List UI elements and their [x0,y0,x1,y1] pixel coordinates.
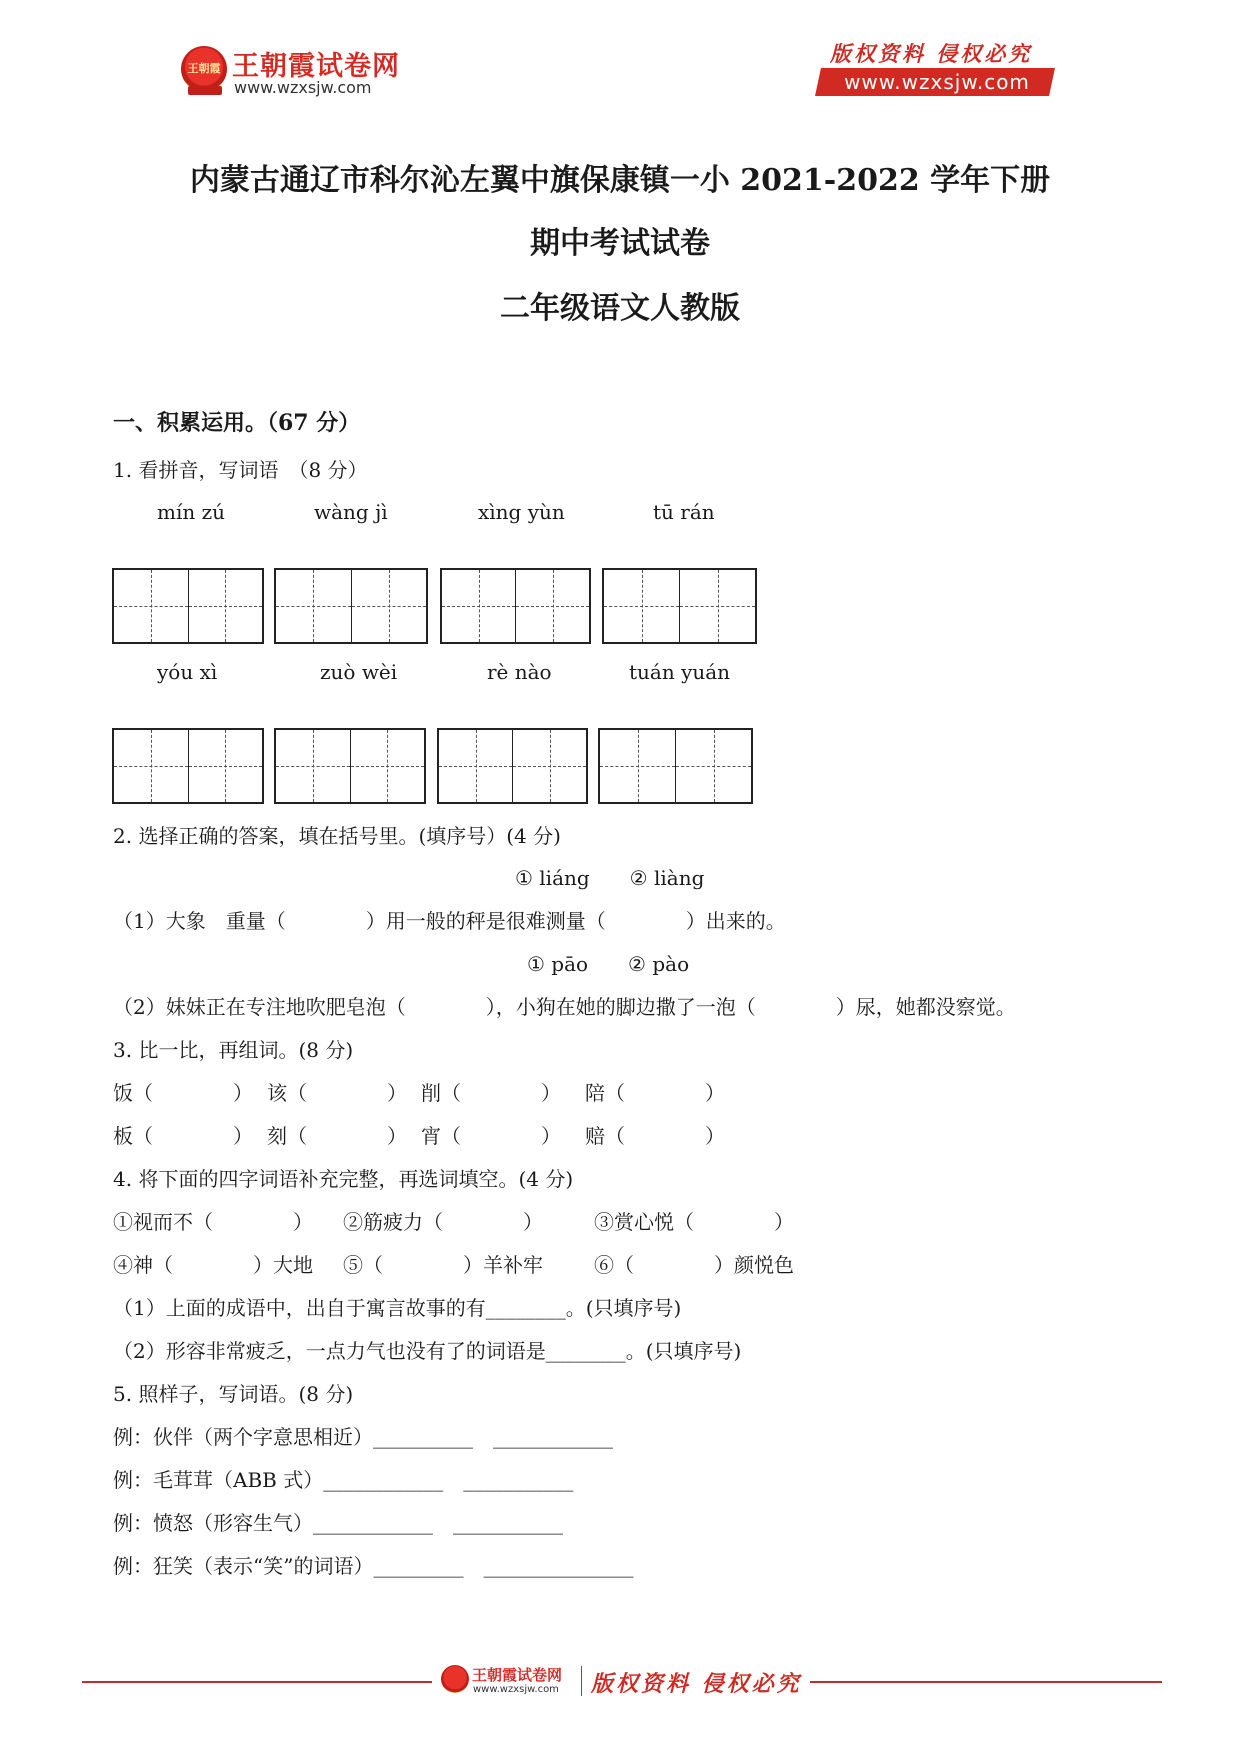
writing-grid[interactable] [598,728,753,804]
footer-logo-badge [441,1665,469,1693]
idiom-item: ③赏心悦（ ） [594,1210,794,1234]
question-4-prompt: 4. 将下面的四字词语补充完整，再选词填空。(4 分) [113,1167,574,1191]
question-3-prompt: 3. 比一比，再组词。(8 分) [113,1038,354,1062]
footer-line-right [810,1681,1162,1683]
question-2-options-2: ① pāo ② pào [527,952,690,976]
question-1-prompt: 1. 看拼音，写词语 （8 分） [113,458,368,482]
writing-grid[interactable] [602,568,757,644]
compare-item: 宵（ ） [421,1124,561,1148]
question-2-item-2: （2）妹妹正在专注地吹肥皂泡（ ），小狗在她的脚边撒了一泡（ ）尿，她都没察觉。 [113,995,1016,1019]
compare-item: 削（ ） [421,1081,561,1105]
pinyin: tū rán [653,500,715,524]
compare-item: 饭（ ） [113,1081,253,1105]
footer-copyright: 版权资料 侵权必究 [591,1671,802,1697]
pinyin: tuán yuán [629,660,731,684]
section-heading: 一、积累运用。（67 分） [113,410,361,436]
idiom-item: ②筋疲力（ ） [343,1210,543,1234]
header-copyright: 版权资料 侵权必究 [830,41,1033,66]
writing-grid[interactable] [440,568,591,644]
question-2-options-1: ① liáng ② liàng [515,866,705,890]
pinyin: zuò wèi [320,660,398,684]
exam-title-line2: 期中考试试卷 [530,226,710,261]
idiom-item: ⑤（ ）羊补牢 [343,1253,543,1277]
writing-grid[interactable] [437,728,588,804]
footer-line-left [82,1681,432,1683]
exam-title-line3: 二年级语文人教版 [500,291,740,326]
writing-grid[interactable] [274,568,428,644]
writing-grid[interactable] [112,728,264,804]
question-5-prompt: 5. 照样子，写词语。(8 分) [113,1382,354,1406]
writing-grid[interactable] [112,568,264,644]
footer-logo-title[interactable]: 王朝霞试卷网 [472,1666,563,1684]
logo-ribbon [188,86,222,95]
question-4-sub-1: （1）上面的成语中，出自于寓言故事的有________。(只填序号) [113,1296,682,1320]
compare-item: 刻（ ） [267,1124,407,1148]
idiom-item: ⑥（ ）颜悦色 [594,1253,794,1277]
logo-badge-text: 王朝霞 [187,62,221,75]
idiom-item: ④神（ ）大地 [113,1253,313,1277]
site-logo-url[interactable]: www.wzxsjw.com [234,78,372,97]
pinyin: yóu xì [157,660,218,684]
site-logo-title[interactable]: 王朝霞试卷网 [232,51,400,82]
writing-grid[interactable] [274,728,426,804]
example-item: 例：毛茸茸（ABB 式）____________ ___________ [113,1468,574,1492]
footer-logo-url[interactable]: www.wzxsjw.com [473,1684,559,1695]
compare-item: 该（ ） [267,1081,407,1105]
pinyin: wàng jì [314,500,388,524]
pinyin: rè nào [487,660,552,684]
question-2-prompt: 2. 选择正确的答案，填在括号里。(填序号）(4 分) [113,824,561,848]
example-item: 例：伙伴（两个字意思相近）__________ ____________ [113,1425,613,1449]
question-4-sub-2: （2）形容非常疲乏，一点力气也没有了的词语是________。(只填序号) [113,1339,742,1363]
compare-item: 陪（ ） [585,1081,725,1105]
idiom-item: ①视而不（ ） [113,1210,313,1234]
example-item: 例：狂笑（表示“笑”的词语）_________ _______________ [113,1554,634,1578]
compare-item: 板（ ） [113,1124,253,1148]
pinyin: xìng yùn [478,500,565,524]
question-2-item-1: （1）大象 重量（ ）用一般的秤是很难测量（ ）出来的。 [113,909,786,933]
exam-title-line1: 内蒙古通辽市科尔沁左翼中旗保康镇一小 2021-2022 学年下册 [189,163,1051,198]
compare-item: 赔（ ） [585,1124,725,1148]
footer-separator [581,1666,582,1696]
url-banner-text[interactable]: www.wzxsjw.com [844,70,1030,94]
example-item: 例：愤怒（形容生气）____________ ___________ [113,1511,563,1535]
pinyin: mín zú [157,500,226,524]
